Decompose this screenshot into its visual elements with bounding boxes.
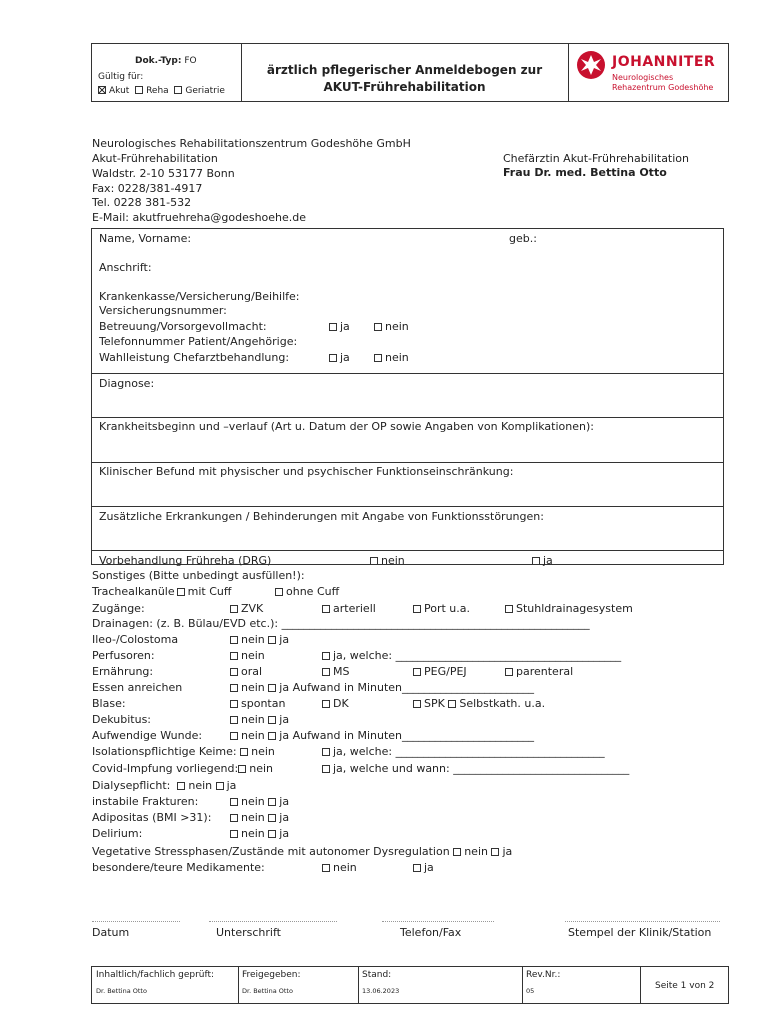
field-wahl: Wahlleistung Chefarztbehandlung: — [99, 351, 290, 364]
label-covid: Covid-Impfung vorliegend: nein — [92, 762, 273, 775]
essen-options[interactable]: nein ja Aufwand in Minuten________________________ — [230, 681, 534, 694]
sig-datum: Datum — [92, 926, 130, 939]
footer-freigegeben-value: Dr. Bettina Otto — [242, 987, 293, 995]
label-delirium: Delirium: — [92, 827, 143, 840]
label-blase: Blase: — [92, 697, 126, 710]
field-telefon[interactable]: Telefonnummer Patient/Angehörige: — [99, 335, 298, 348]
checkbox-akut[interactable] — [98, 86, 106, 94]
label-dekubitus: Dekubitus: — [92, 713, 152, 726]
label-ileo: Ileo-/Colostoma — [92, 633, 179, 646]
label-adipositas: Adipositas (BMI >31): — [92, 811, 212, 824]
field-drainagen[interactable]: Drainagen: (z. B. Bülau/EVD etc.): ________________________________________________________ — [92, 617, 590, 630]
wunde-options[interactable]: nein ja Aufwand in Minuten________________________ — [230, 729, 534, 742]
section-zusatz[interactable]: Zusätzliche Erkrankungen / Behinderungen mit Angabe von Funktionsstörungen: — [99, 510, 544, 523]
checkbox-parenteral[interactable]: parenteral — [505, 665, 573, 678]
checkbox-zvk[interactable]: ZVK — [230, 602, 263, 615]
vorbehandlung-ja[interactable]: ja — [532, 554, 553, 567]
sig-stempel: Stempel der Klinik/Station — [568, 926, 712, 939]
field-kasse[interactable]: Krankenkasse/Versicherung/Beihilfe: — [99, 290, 300, 303]
label-zugaenge: Zugänge: — [92, 602, 145, 615]
gueltig-label: Gültig für: — [98, 72, 144, 82]
section-befund[interactable]: Klinischer Befund mit physischer und psychischer Funktionseinschränkung: — [99, 465, 514, 478]
sonstiges-heading: Sonstiges (Bitte unbedingt ausfüllen!): — [92, 569, 305, 582]
betreuung-nein[interactable]: nein — [374, 320, 409, 333]
section-diagnose[interactable]: Diagnose: — [99, 377, 155, 390]
johanniter-cross-icon — [577, 51, 605, 79]
checkbox-oral[interactable]: oral — [230, 665, 262, 678]
checkbox-ohne-cuff[interactable]: ohne Cuff — [275, 585, 339, 598]
betreuung-ja[interactable]: ja — [329, 320, 350, 333]
address-line3: Waldstr. 2-10 53177 Bonn — [92, 167, 235, 180]
medikamente-ja[interactable]: ja — [413, 861, 434, 874]
medikamente-nein[interactable]: nein — [322, 861, 357, 874]
gueltig-options: Akut Reha Geriatrie — [98, 85, 225, 98]
checkbox-spk[interactable]: SPK Selbstkath. u.a. — [413, 697, 545, 710]
label-medikamente: besondere/teure Medikamente: — [92, 861, 265, 874]
checkbox-ms[interactable]: MS — [322, 665, 349, 678]
frakturen-options[interactable]: nein ja — [230, 795, 289, 808]
checkbox-spontan[interactable]: spontan — [230, 697, 285, 710]
sig-unterschrift: Unterschrift — [216, 926, 281, 939]
footer-rev-label: Rev.Nr.: — [526, 970, 561, 980]
label-perfusoren: Perfusoren: — [92, 649, 155, 662]
section-vorbehandlung: Vorbehandlung Frühreha (DRG) — [99, 554, 272, 567]
logo-name: JOHANNITER — [612, 54, 716, 70]
row-tracheal: Trachealkanüle mit Cuff — [92, 585, 232, 598]
label-isolation: Isolationspflichtige Keime: nein — [92, 745, 275, 758]
field-versnr[interactable]: Versicherungsnummer: — [99, 304, 227, 317]
footer-geprueft-label: Inhaltlich/fachlich geprüft: — [96, 970, 215, 980]
address-email: E-Mail: akutfruehreha@godeshoehe.de — [92, 211, 307, 224]
label-frakturen: instabile Frakturen: — [92, 795, 199, 808]
footer-stand-label: Stand: — [362, 970, 392, 980]
address-line1: Neurologisches Rehabilitationszentrum Godeshöhe GmbH — [92, 137, 411, 150]
address-fax: Fax: 0228/381-4917 — [92, 182, 203, 195]
checkbox-geriatrie[interactable] — [174, 86, 182, 94]
dok-typ: Dok.-Typ: FO — [135, 56, 197, 66]
checkbox-dk[interactable]: DK — [322, 697, 349, 710]
covid-ja[interactable]: ja, welche und wann: ________________________________ — [322, 762, 629, 775]
sig-telefon: Telefon/Fax — [400, 926, 462, 939]
perfusoren-nein[interactable]: nein — [230, 649, 265, 662]
footer-seite: Seite 1 von 2 — [655, 981, 715, 991]
perfusoren-ja[interactable]: ja, welche: _________________________________________ — [322, 649, 621, 662]
footer-rev-value: 05 — [526, 987, 535, 995]
label-dialyse: Dialysepflicht: nein ja — [92, 779, 237, 792]
label-vegetative: Vegetative Stressphasen/Zustände mit autonomer Dysregulation nein ja — [92, 845, 513, 858]
checkbox-stuhl[interactable]: Stuhldrainagesystem — [505, 602, 633, 615]
checkbox-mit-cuff[interactable] — [177, 588, 185, 596]
label-aufwendige: Aufwendige Wunde: — [92, 729, 203, 742]
ileo-options[interactable]: nein ja — [230, 633, 289, 646]
logo-sub1: Neurologisches — [612, 73, 674, 82]
checkbox-port[interactable]: Port u.a. — [413, 602, 470, 615]
label-ernaehrung: Ernährung: — [92, 665, 154, 678]
wahl-nein[interactable]: nein — [374, 351, 409, 364]
checkbox-arteriell[interactable]: arteriell — [322, 602, 376, 615]
checkbox-peg[interactable]: PEG/PEJ — [413, 665, 467, 678]
footer-freigegeben-label: Freigegeben: — [242, 970, 301, 980]
adipositas-options[interactable]: nein ja — [230, 811, 289, 824]
dekubitus-options[interactable]: nein ja — [230, 713, 289, 726]
address-line2: Akut-Frührehabilitation — [92, 152, 218, 165]
wahl-ja[interactable]: ja — [329, 351, 350, 364]
chef-title: Chefärztin Akut-Frührehabilitation — [503, 152, 690, 165]
footer-stand-value: 13.06.2023 — [362, 987, 400, 995]
section-krankheit[interactable]: Krankheitsbeginn und –verlauf (Art u. Datum der OP sowie Angaben von Komplikationen): — [99, 420, 594, 433]
label-essen: Essen anreichen — [92, 681, 183, 694]
field-name[interactable]: Name, Vorname: — [99, 232, 192, 245]
title-line1: ärztlich pflegerischer Anmeldebogen zur — [266, 63, 543, 77]
field-geb[interactable]: geb.: — [509, 232, 537, 245]
address-tel: Tel. 0228 381-532 — [92, 196, 192, 209]
field-betreuung: Betreuung/Vorsorgevollmacht: — [99, 320, 267, 333]
delirium-options[interactable]: nein ja — [230, 827, 289, 840]
isolation-ja[interactable]: ja, welche: ______________________________________ — [322, 745, 605, 758]
chef-name: Frau Dr. med. Bettina Otto — [503, 166, 667, 179]
footer-geprueft-value: Dr. Bettina Otto — [96, 987, 147, 995]
vorbehandlung-nein[interactable]: nein — [370, 554, 405, 567]
title-line2: AKUT-Frührehabilitation — [323, 80, 486, 94]
checkbox-reha[interactable] — [135, 86, 143, 94]
field-anschrift[interactable]: Anschrift: — [99, 261, 152, 274]
logo-sub2: Rehazentrum Godeshöhe — [612, 83, 714, 92]
